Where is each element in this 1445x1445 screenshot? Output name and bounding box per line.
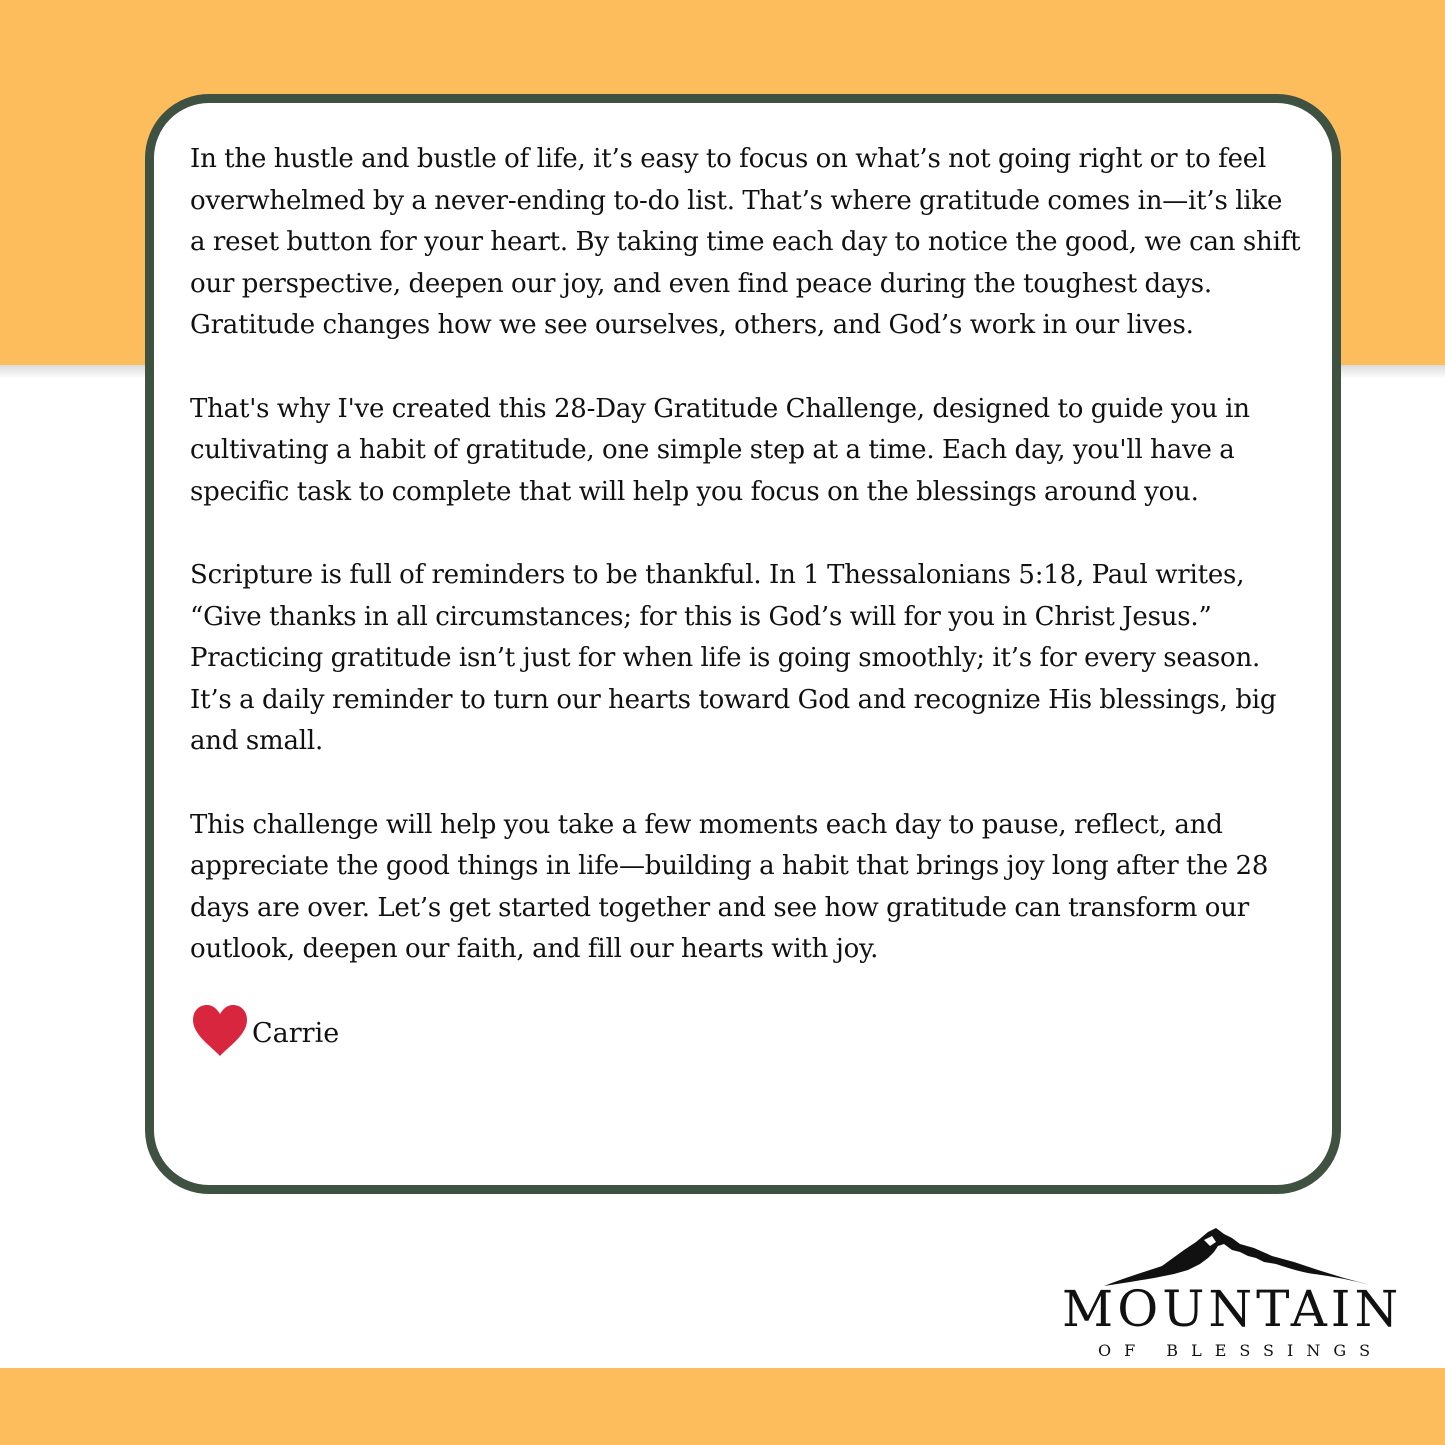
signature: [190, 1003, 1302, 1057]
letter-paragraph-1: In the hustle and bustle of life, it’s easy to focus on what’s not going right or to feel overwhelmed by a never-ending to-do list. That’s where gratitude comes in—it’s like a reset button for your heart. By taking time each day to notice the good, we can shift our perspective, deepen our joy, and even find peace during the toughest days. Gratitude changes how we see ourselves, others, and God’s work in our lives.: [190, 144, 1301, 340]
signature-name: Carrie: [252, 1018, 340, 1049]
logo-wordmark: MOUNTAIN: [1062, 1280, 1403, 1338]
letter-paragraph-4: This challenge will help you take a few moments each day to pause, reflect, and appreciate the good things in life—building a habit that brings joy long after the 28 days are over. Let’s get started together and see how gratitude can transform our outlook, deepen our faith, and fill our hearts with joy.: [190, 809, 1269, 964]
letter-paragraph-3: Scripture is full of reminders to be thankful. In 1 Thessalonians 5:18, Paul writes, “Give thanks in all circumstances; for this is God’s will for you in Christ Jesus.” Practicing gratitude isn’t just for when life is going smoothly; it’s for every season. It’s a daily reminder to turn our hearts toward God and recognize His blessings, big and small.: [190, 560, 1277, 756]
letter-paragraph-2: That's why I've created this 28-Day Gratitude Challenge, designed to guide you in cultivating a habit of gratitude, one simple step at a time. Each day, you'll have a specific task to complete that will help you focus on the blessings around you.: [190, 393, 1250, 507]
bottom-color-band: [0, 1368, 1445, 1445]
heart-icon: [190, 1003, 250, 1057]
letter-card: [145, 94, 1341, 1194]
logo-tagline: OF BLESSINGS: [1098, 1341, 1384, 1360]
